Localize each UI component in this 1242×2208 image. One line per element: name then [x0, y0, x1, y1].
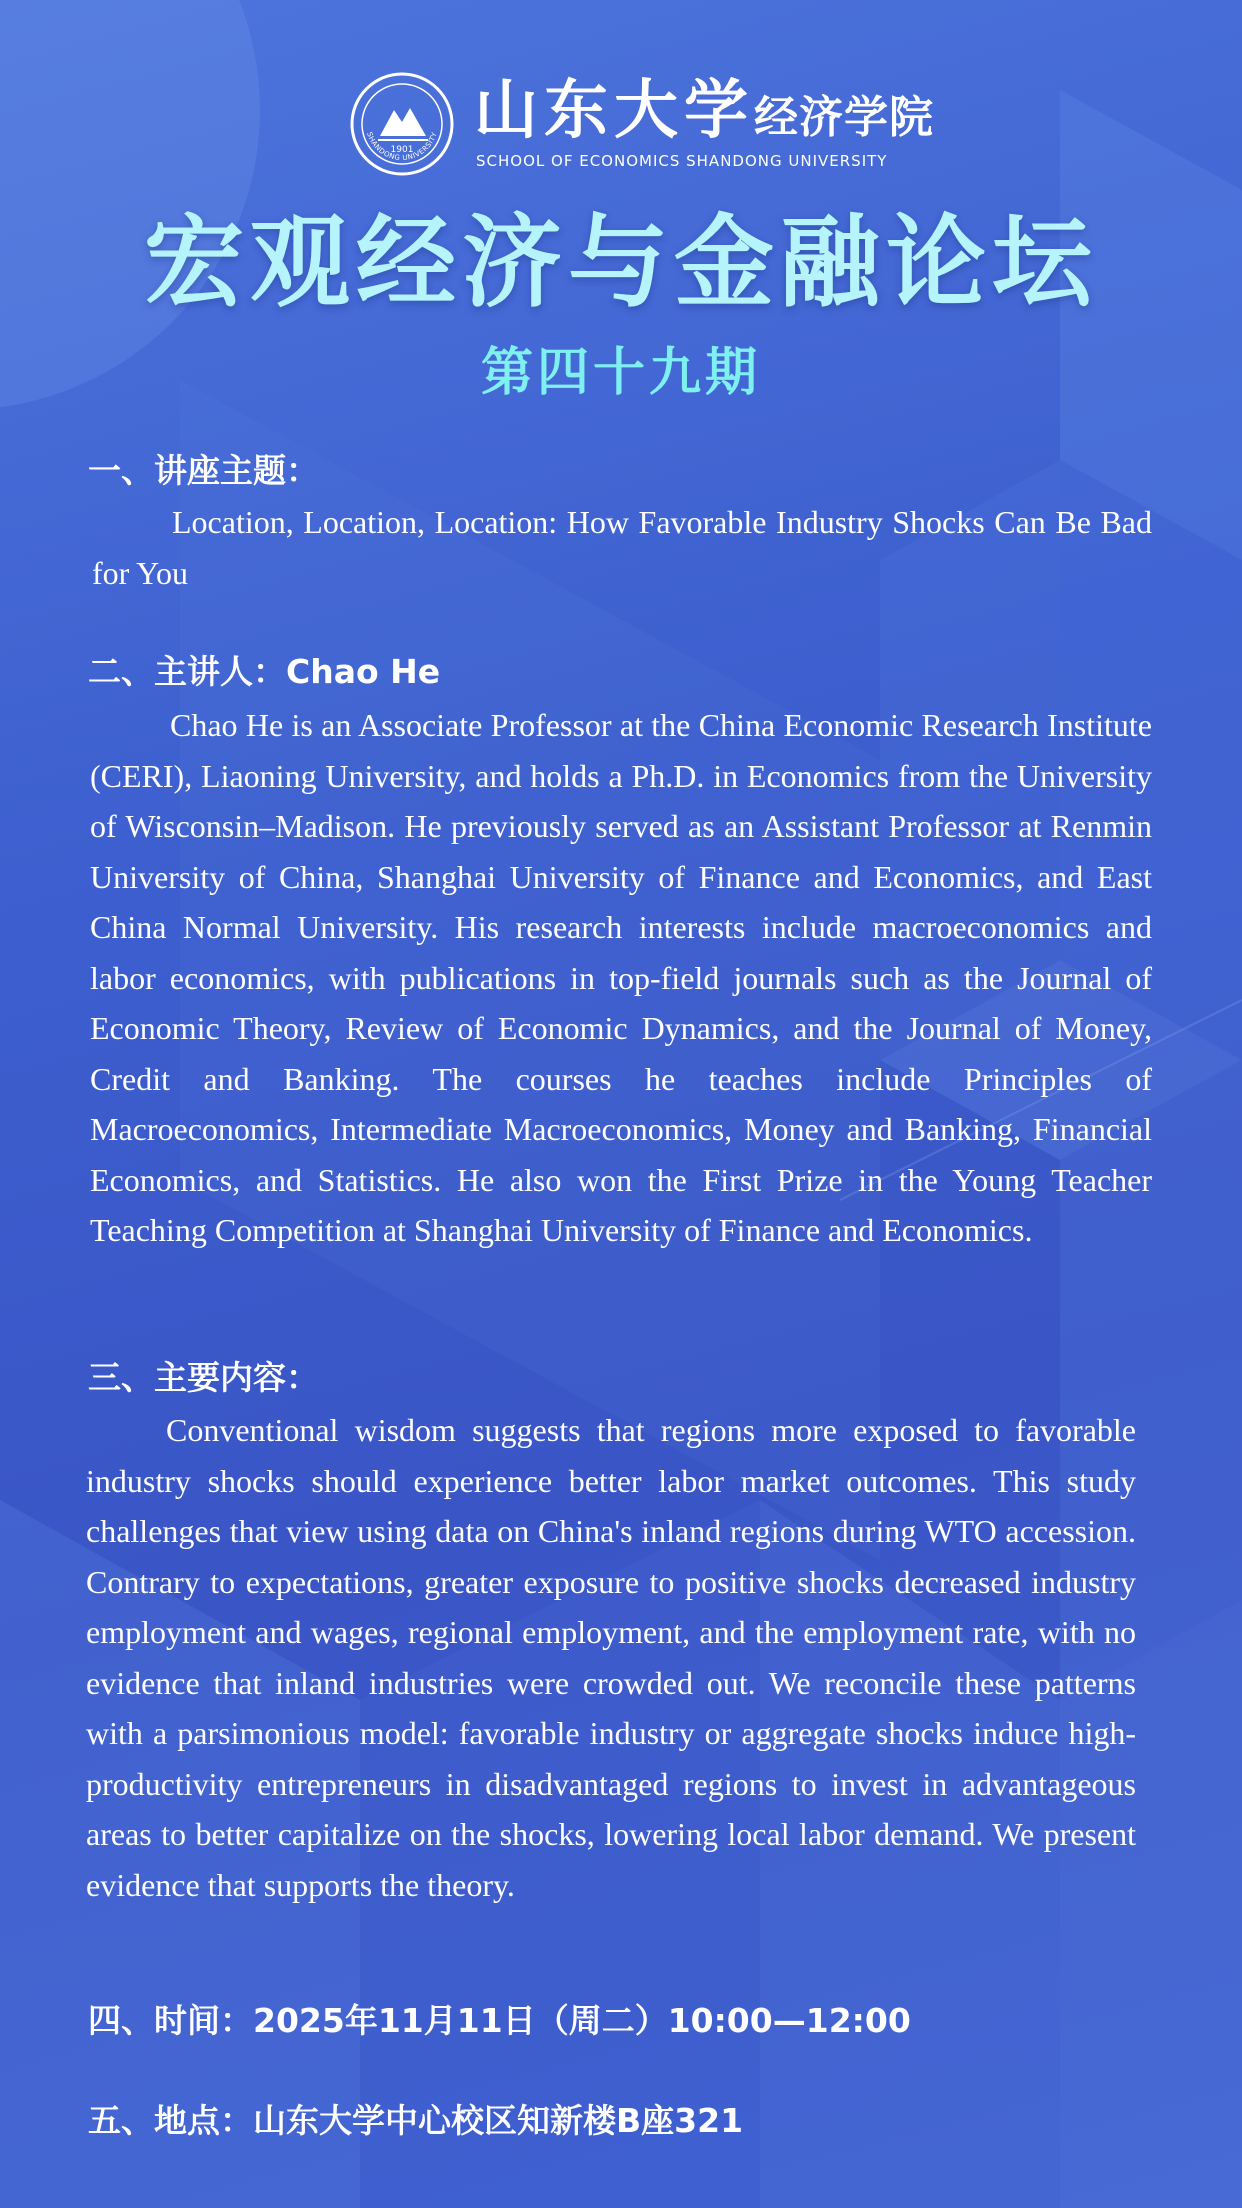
time-line: 四、时间：2025年11月11日（周二）10:00—12:00: [88, 2001, 911, 2040]
university-name: 山东大学: [474, 73, 754, 148]
brand-name: [474, 73, 934, 153]
seal-year: 1901: [390, 145, 414, 155]
content-abstract: Conventional wisdom suggests that regions more exposed to favorable industry shocks should experience better labor market outcomes. This study challenges that view using data on China's inland regions during WTO accession. Contrary to expectations, greater exposure to positive shocks decreased industry employment and wages, regional employment, and the employment rate, with no evidence that inland industries were crowded out. We reconcile these patterns with a parsimonious model: favorable industry or aggregate shocks induce high-productivity entrepreneurs in disadvantaged regions to invest in advantageous areas to better capitalize on the shocks, lowering local labor demand. We present evidence that supports the theory.: [86, 1412, 1136, 1903]
speaker-bio-text: Chao He is an Associate Professor at the China Economic Research Institute (CERI), Liaoning University, and holds a Ph.D. in Economics from the University of Wisconsin–Madison. He previously served as an Assistant Professor at Renmin University of China, Shanghai University of Finance and Economics, and East China Normal University. His research interests include macroeconomics and labor economics, with publications in top-field journals such as the Journal of Economic Theory, Review of Economic Dynamics, and the Journal of Money, Credit and Banking. The courses he teaches include Principles of Macroeconomics, Intermediate Macroeconomics, Money and Banking, Financial Economics, and Statistics. He also won the First Prize in the Young Teacher Teaching Competition at Shanghai University of Finance and Economics.: [90, 707, 1152, 1248]
school-name: 经济学院: [754, 92, 934, 143]
location-line: 五、地点：山东大学中心校区知新楼B座321: [88, 2101, 744, 2140]
speaker-bio: [90, 700, 1152, 1256]
university-seal: [350, 72, 454, 176]
topic-title: Location, Location, Location: How Favorable Industry Shocks Can Be Bad for You: [92, 504, 1152, 591]
speaker-heading: 二、主讲人：Chao He: [88, 652, 441, 691]
school-english-name: SCHOOL OF ECONOMICS SHANDONG UNIVERSITY: [476, 152, 888, 170]
forum-title: 宏观经济与金融论坛: [144, 204, 1098, 321]
topic-heading: 一、讲座主题：: [88, 451, 319, 490]
seal-text: SHANDONG UNIVERSITY: [365, 131, 439, 163]
school-logo: [350, 72, 934, 176]
content-heading: 三、主要内容：: [88, 1358, 319, 1397]
content-text: [86, 1405, 1136, 1910]
topic-text: [92, 497, 1152, 598]
issue-number: 第四十九期: [480, 343, 761, 403]
